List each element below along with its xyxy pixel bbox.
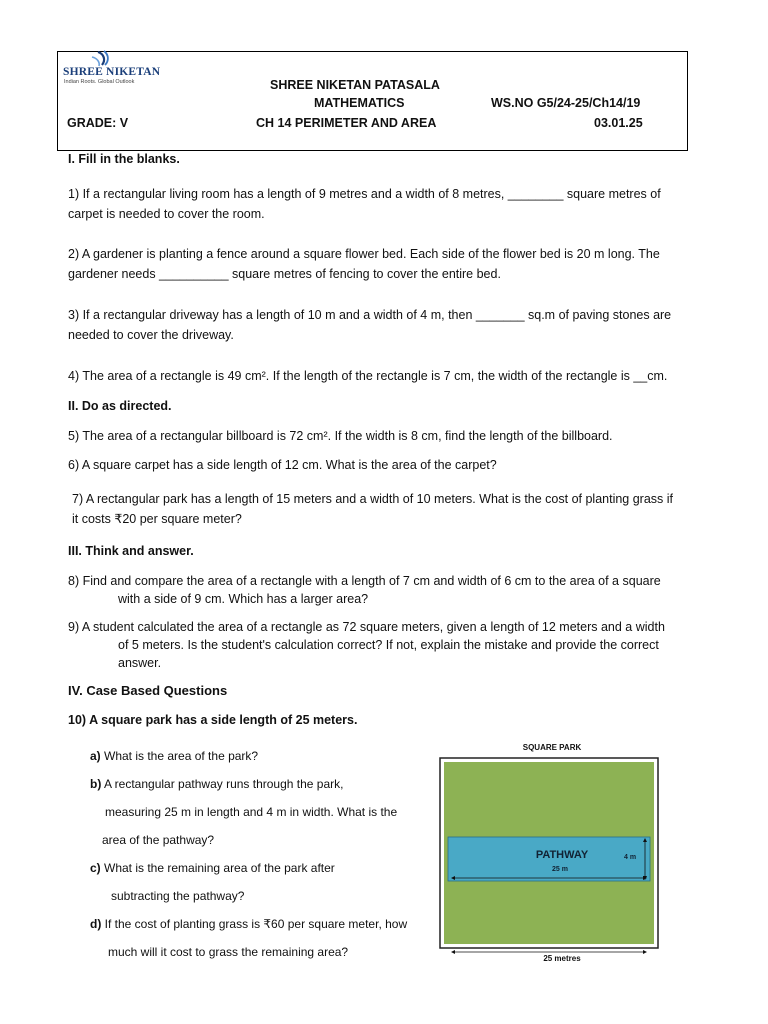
question-7 [72, 489, 673, 529]
worksheet-number: WS.NO G5/24-25/Ch14/19 [491, 96, 641, 110]
item-label: d) [90, 917, 102, 931]
item-text: A rectangular pathway runs through the park, [101, 777, 344, 791]
question-line: answer. [118, 656, 162, 670]
item-label: c) [90, 861, 101, 875]
section-heading: I. Fill in the blanks. [68, 152, 180, 166]
question-4: 4) The area of a rectangle is 49 cm². If the length of the rectangle is 7 cm, the width of the rectangle is __cm. [68, 369, 668, 383]
square-park-diagram [438, 738, 660, 964]
item-text: If the cost of planting grass is ₹60 per square meter, how [101, 917, 408, 931]
item-text: What is the remaining area of the park after [100, 861, 335, 875]
item-label: a) [90, 749, 101, 763]
grade-label: GRADE: V [67, 116, 129, 130]
case-item-b [90, 770, 407, 798]
question-8 [68, 572, 661, 608]
question-line: of 5 meters. Is the student's calculation correct? If not, explain the mistake and provide the correct [118, 638, 659, 652]
case-item-line: subtracting the pathway? [111, 889, 245, 903]
case-item-d [90, 910, 407, 938]
chapter-title: CH 14 PERIMETER AND AREA [256, 116, 437, 130]
school-name: SHREE NIKETAN PATASALA [270, 78, 440, 92]
logo-name: SHREE NIKETAN [63, 66, 161, 78]
subject-title: MATHEMATICS [314, 96, 405, 110]
case-item-c [90, 854, 407, 882]
item-label: b) [90, 777, 102, 791]
item-text: What is the area of the park? [100, 749, 259, 763]
pathway-label: PATHWAY [535, 849, 589, 861]
case-item-line: area of the pathway? [102, 833, 215, 847]
question-5: 5) The area of a rectangular billboard is 72 cm². If the width is 8 cm, find the length of the billboard. [68, 429, 613, 443]
case-item-a [90, 742, 407, 770]
question-line: 3) If a rectangular driveway has a length of 10 m and a width of 4 m, then _______ sq.m of paving stones are [68, 308, 672, 322]
side-length-label: 25 metres [543, 954, 581, 963]
question-line: with a side of 9 cm. Which has a larger area? [118, 592, 369, 606]
question-line: gardener needs __________ square metres of fencing to cover the entire bed. [68, 267, 501, 281]
section-heading: II. Do as directed. [68, 399, 172, 413]
question-line: needed to cover the driveway. [68, 328, 234, 342]
question-line: 7) A rectangular park has a length of 15 meters and a width of 10 meters. What is the cost of planting grass if [72, 492, 674, 506]
diagram-title: SQUARE PARK [522, 743, 582, 752]
section-heading: III. Think and answer. [68, 544, 194, 558]
case-question-list [90, 742, 407, 966]
logo-tagline: Indian Roots. Global Outlook [64, 79, 135, 85]
case-item-line: much will it cost to grass the remaining area? [108, 945, 349, 959]
question-1 [68, 184, 661, 224]
pathway-width-label: 4 m [624, 854, 637, 861]
question-line: 1) If a rectangular living room has a length of 9 metres and a width of 8 metres, ________ square metres of [68, 187, 661, 201]
question-line: 8) Find and compare the area of a rectangle with a length of 7 cm and width of 6 cm to the area of a square [68, 574, 661, 588]
question-line: 9) A student calculated the area of a rectangle as 72 square meters, given a length of 12 meters and a width [68, 620, 665, 634]
case-item-line: measuring 25 m in length and 4 m in width. What is the [105, 805, 398, 819]
question-9 [68, 618, 665, 672]
question-2 [68, 244, 660, 284]
question-3 [68, 305, 671, 345]
pathway-length-label: 25 m [552, 866, 568, 873]
section-heading: IV. Case Based Questions [68, 683, 228, 698]
question-line: 2) A gardener is planting a fence around a square flower bed. Each side of the flower bed is 20 m long. The [68, 247, 660, 261]
question-10: 10) A square park has a side length of 25 meters. [68, 713, 358, 727]
question-line: it costs ₹20 per square meter? [72, 512, 242, 526]
worksheet-date: 03.01.25 [594, 116, 643, 130]
question-line: carpet is needed to cover the room. [68, 207, 265, 221]
question-6: 6) A square carpet has a side length of 12 cm. What is the area of the carpet? [68, 458, 497, 472]
